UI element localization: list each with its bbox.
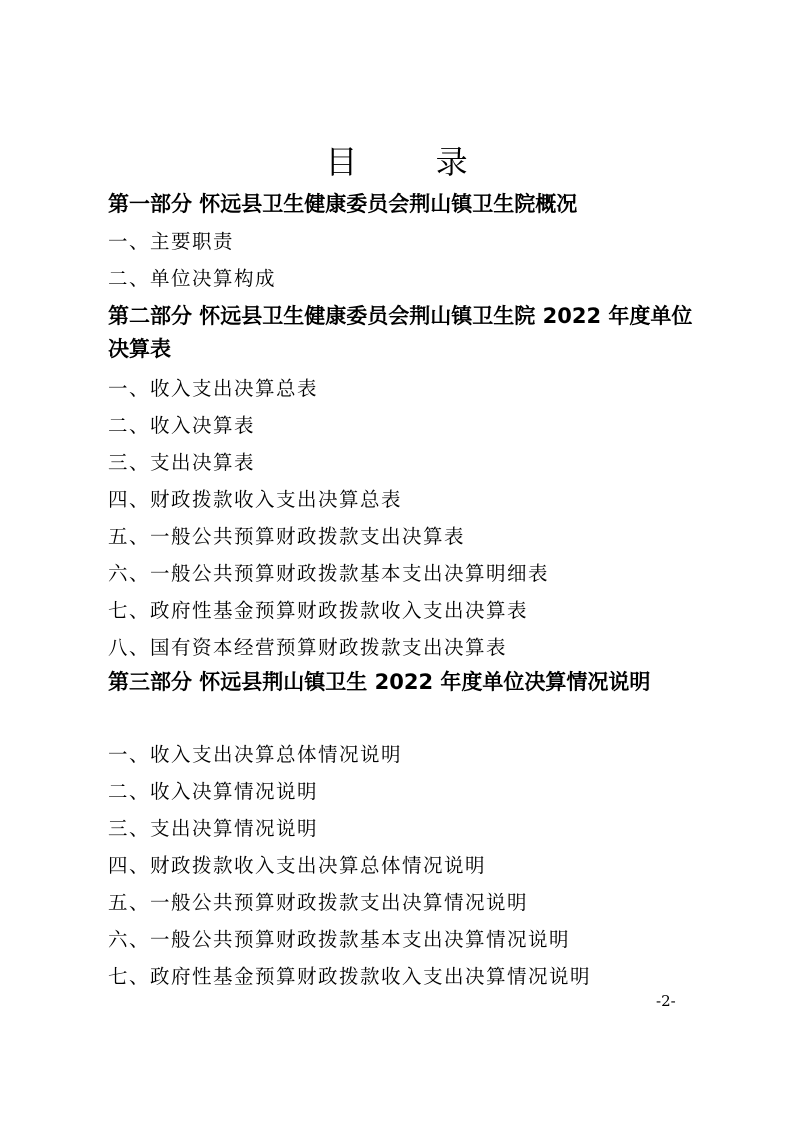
part-1-heading: 第一部分 怀远县卫生健康委员会荆山镇卫生院概况 xyxy=(108,192,578,216)
toc-item: 四、财政拨款收入支出决算总体情况说明 xyxy=(108,854,487,877)
toc-item: 一、收入支出决算总表 xyxy=(108,377,319,400)
toc-item: 三、支出决算情况说明 xyxy=(108,817,319,840)
toc-item: 五、一般公共预算财政拨款支出决算表 xyxy=(108,525,466,548)
toc-item: 七、政府性基金预算财政拨款收入支出决算表 xyxy=(108,599,529,622)
toc-item: 二、收入决算表 xyxy=(108,414,256,437)
toc-item: 七、政府性基金预算财政拨款收入支出决算情况说明 xyxy=(108,965,592,988)
part-2-heading: 第二部分 怀远县卫生健康委员会荆山镇卫生院 2022 年度单位决算表 xyxy=(108,304,693,361)
page-title: 目 录 xyxy=(325,143,502,181)
table-of-contents xyxy=(108,188,698,995)
toc-item: 一、收入支出决算总体情况说明 xyxy=(108,743,403,766)
page-number: -2- xyxy=(656,992,676,1010)
toc-item: 二、单位决算构成 xyxy=(108,267,277,290)
toc-item: 六、一般公共预算财政拨款基本支出决算情况说明 xyxy=(108,928,571,951)
toc-item: 四、财政拨款收入支出决算总表 xyxy=(108,488,403,511)
toc-item: 三、支出决算表 xyxy=(108,451,256,474)
toc-item: 二、收入决算情况说明 xyxy=(108,780,319,803)
toc-item: 五、一般公共预算财政拨款支出决算情况说明 xyxy=(108,891,529,914)
part-3-heading: 第三部分 怀远县荆山镇卫生 2022 年度单位决算情况说明 xyxy=(108,670,651,694)
toc-item: 一、主要职责 xyxy=(108,230,235,253)
toc-item: 八、国有资本经营预算财政拨款支出决算表 xyxy=(108,636,508,659)
toc-item: 六、一般公共预算财政拨款基本支出决算明细表 xyxy=(108,562,550,585)
